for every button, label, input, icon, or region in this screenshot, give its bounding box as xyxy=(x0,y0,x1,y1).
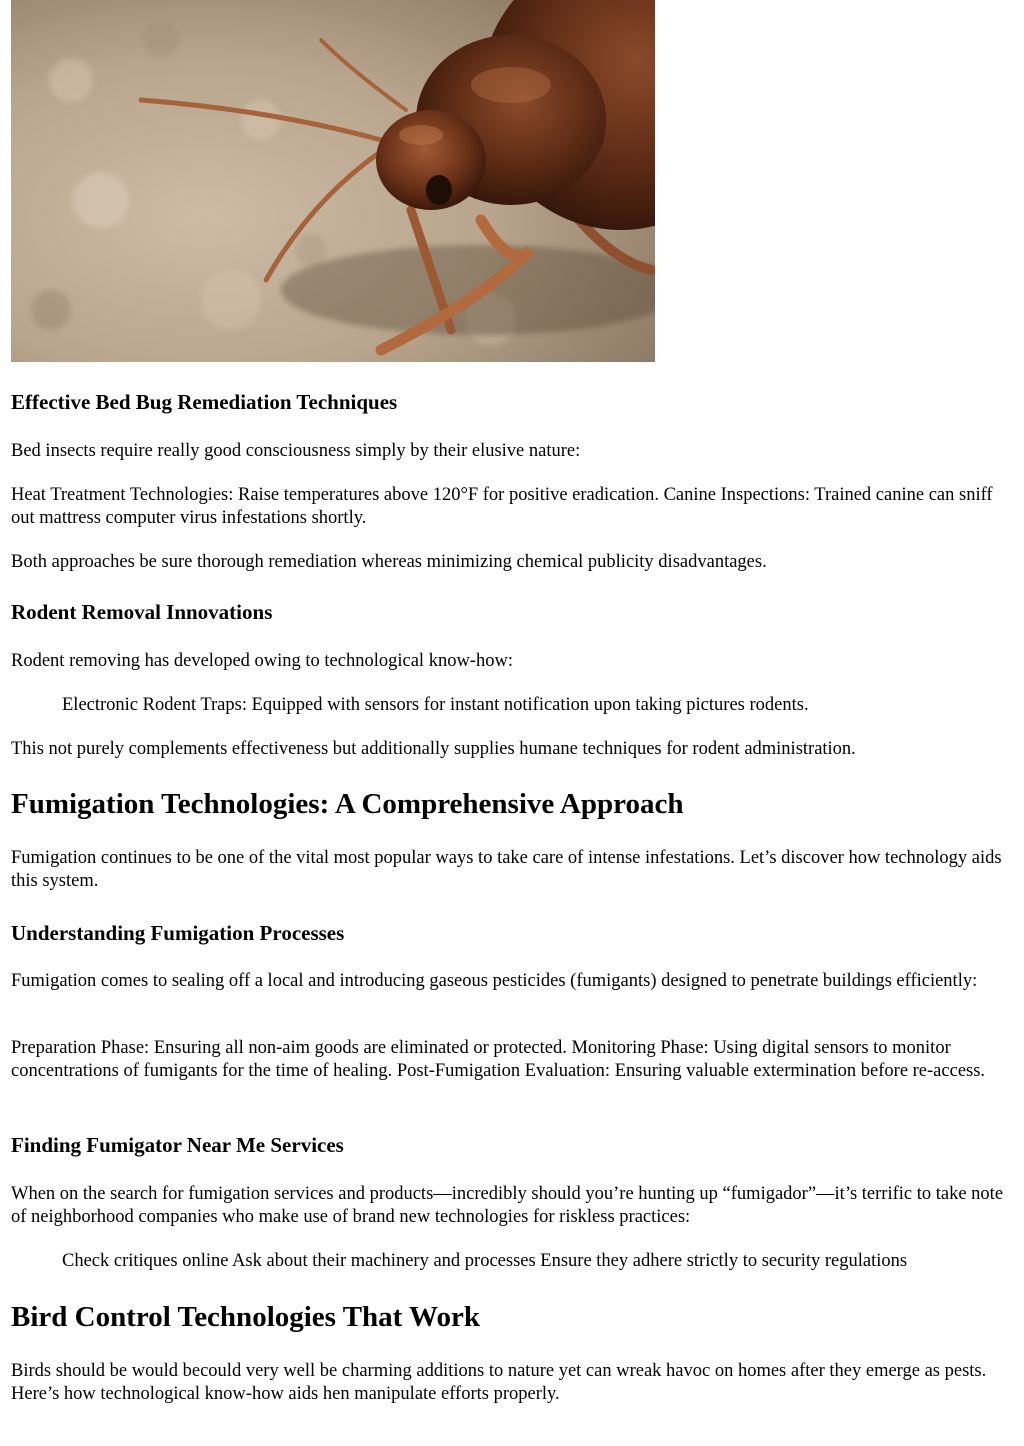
paragraph-text: Fumigation continues to be one of the vital most popular ways to take care of intense infestations. Let’s discover how technology aids this system. xyxy=(11,848,1002,891)
paragraph xyxy=(11,440,1011,463)
section-heading: Fumigation Technologies: A Comprehensive Approach xyxy=(11,788,684,820)
list-text: Preparation Phase: Ensuring all non-aim goods are eliminated or protected. Monitoring Phase: Using digital sensors to monitor concentrations of fumigants for the time of healing. Post-Fumigation Evaluation: Ensuring valuable extermination before re-access. xyxy=(11,1038,986,1081)
paragraph-text: Bed insects require really good consciousness simply by their elusive nature: xyxy=(11,441,581,461)
bed-bug-photo xyxy=(11,0,655,362)
list-text: Check critiques online Ask about their machinery and processes Ensure they adhere strictly to security regulations xyxy=(62,1251,908,1271)
section-fumigation-processes xyxy=(11,920,1011,946)
paragraph xyxy=(11,484,1011,530)
section-heading: Understanding Fumigation Processes xyxy=(11,921,345,945)
list-text: Electronic Rodent Traps: Equipped with sensors for instant notification upon taking pictures rodents. xyxy=(62,695,809,715)
paragraph xyxy=(11,1360,1011,1406)
section-heading: Bird Control Technologies That Work xyxy=(11,1301,480,1333)
section-rodent xyxy=(11,599,1011,625)
section-fumigator xyxy=(11,1132,1011,1158)
paragraph xyxy=(11,1183,1011,1229)
section-fumigation xyxy=(11,786,1011,822)
paragraph xyxy=(11,551,1011,574)
section-bed-bug xyxy=(11,389,1011,415)
section-heading: Finding Fumigator Near Me Services xyxy=(11,1133,344,1157)
paragraph xyxy=(11,650,1011,673)
paragraph xyxy=(11,847,1011,893)
list-text: Heat Treatment Technologies: Raise temperatures above 120°F for positive eradication. Canine Inspections: Trained canine can sniff out mattress computer virus infestations shortly. xyxy=(11,485,993,528)
list xyxy=(11,694,1011,717)
list xyxy=(11,1250,1011,1273)
paragraph-text: Both approaches be sure thorough remediation whereas minimizing chemical publicity disadvantages. xyxy=(11,552,767,572)
section-heading: Rodent Removal Innovations xyxy=(11,600,273,624)
paragraph-text: When on the search for fumigation services and products—incredibly should you’re hunting up “fumigador”—it’s terrific to take note of neighborhood companies who make use of brand new technologies for riskless practices: xyxy=(11,1184,1004,1227)
paragraph-text: Fumigation comes to sealing off a local and introducing gaseous pesticides (fumigants) designed to penetrate buildings efficiently: xyxy=(11,971,978,991)
paragraph xyxy=(11,738,1011,761)
paragraph-text: Birds should be would becould very well be charming additions to nature yet can wreak havoc on homes after they emerge as pests. Here’s how technological know-how aids hen manipulate efforts properly. xyxy=(11,1361,987,1404)
article xyxy=(11,0,1011,1404)
paragraph-text: This not purely complements effectiveness but additionally supplies humane techniques for rodent administration. xyxy=(11,739,856,759)
paragraph xyxy=(11,970,1011,993)
paragraph xyxy=(11,1037,1011,1083)
section-heading: Effective Bed Bug Remediation Techniques xyxy=(11,390,398,414)
paragraph-text: Rodent removing has developed owing to technological know-how: xyxy=(11,651,513,671)
section-bird xyxy=(11,1299,1011,1335)
